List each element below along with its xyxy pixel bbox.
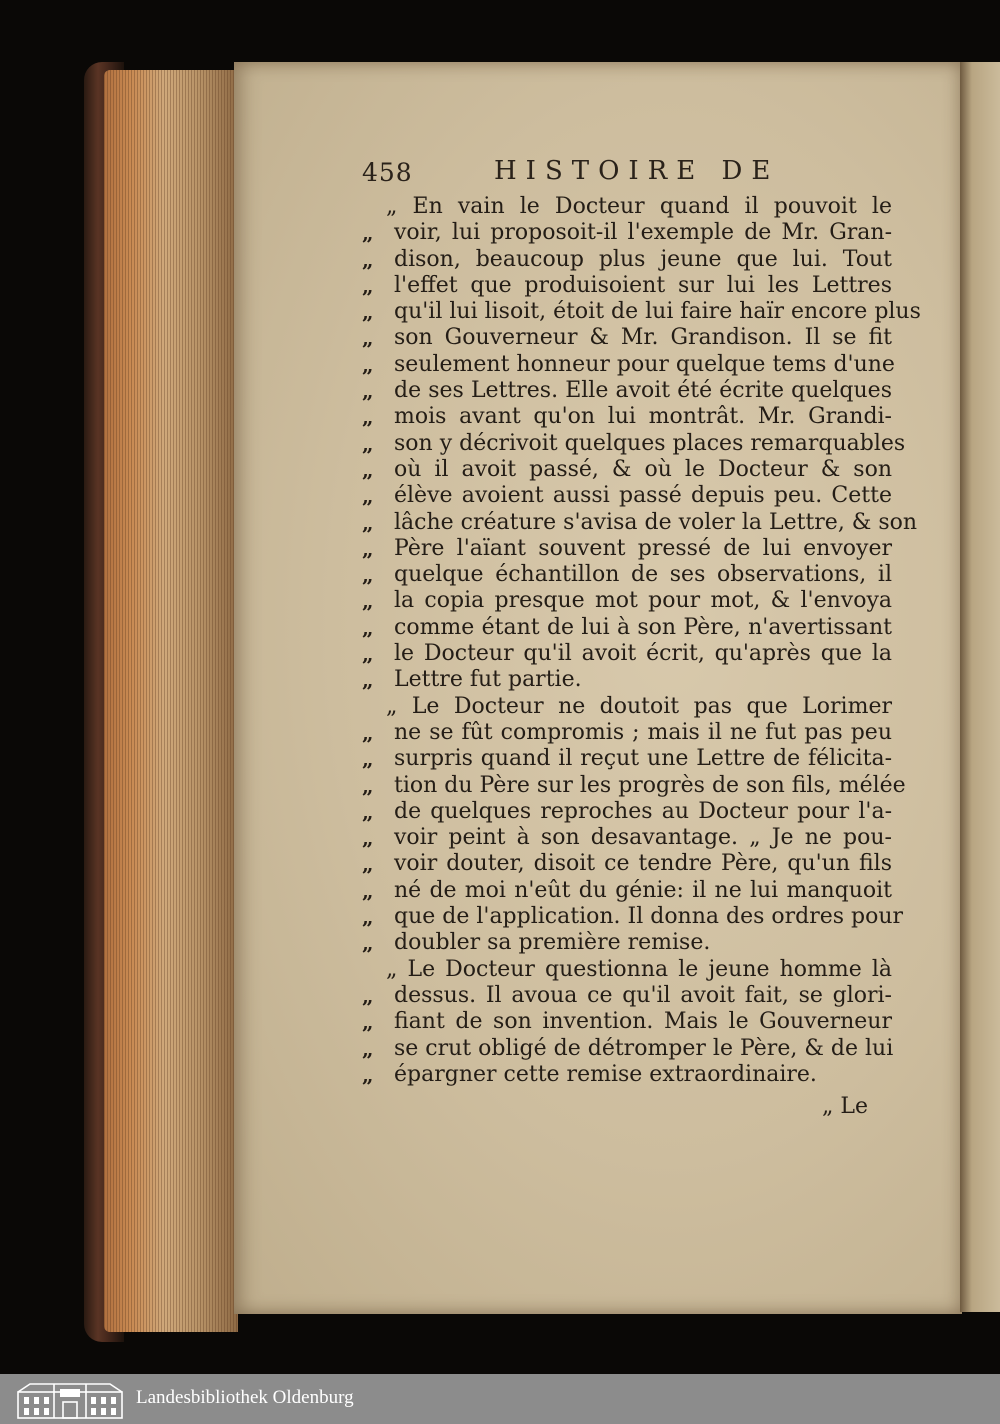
text-line: [362, 615, 892, 641]
margin-quote-mark: „: [362, 983, 374, 1008]
library-building-logo: [14, 1378, 126, 1420]
margin-quote-mark: „: [362, 878, 374, 903]
line-text: „ En vain le Docteur quand il pouvoit le: [386, 194, 892, 219]
text-line: [362, 720, 892, 746]
margin-quote-mark: „: [362, 273, 374, 298]
line-text: fiant de son invention. Mais le Gouverneur: [394, 1009, 892, 1035]
text-line: [362, 667, 892, 693]
text-line: [362, 641, 892, 667]
margin-quote-mark: „: [362, 799, 374, 824]
line-text: ne se fût compromis ; mais il ne fut pas peu: [394, 719, 892, 745]
line-text: de ses Lettres. Elle avoit été écrite quelques: [394, 378, 892, 404]
margin-quote-mark: „: [362, 931, 374, 956]
text-line: [362, 588, 892, 614]
text-line: [362, 325, 892, 351]
text-line: [362, 746, 892, 772]
line-text: mois avant qu'on lui montrât. Mr. Grandi-: [394, 404, 892, 430]
margin-quote-mark: „: [362, 484, 374, 509]
line-text: l'effet que produisoient sur lui les Lettres: [394, 272, 892, 298]
line-text: son y décrivoit quelques places remarquables: [394, 430, 906, 456]
margin-quote-mark: „: [362, 563, 374, 588]
text-line: [362, 194, 892, 220]
margin-quote-mark: „: [362, 905, 374, 930]
text-line: [362, 562, 892, 588]
line-text: lâche créature s'avisa de voler la Lettre, & son: [394, 509, 918, 535]
line-text: Père l'aïant souvent pressé de lui envoyer: [394, 535, 892, 561]
margin-quote-mark: „: [362, 589, 374, 614]
line-text: voir peint à son desavantage. „ Je ne pou-: [394, 825, 892, 851]
margin-quote-mark: „: [362, 852, 374, 877]
text-line: [362, 220, 892, 246]
line-text: tion du Père sur les progrès de son fils, mélée: [394, 772, 906, 798]
margin-quote-mark: „: [362, 826, 374, 851]
margin-quote-mark: „: [362, 221, 374, 246]
text-line: [362, 247, 892, 273]
line-text: voir, lui proposoit-il l'exemple de Mr. Gran-: [394, 220, 892, 246]
text-line: [362, 878, 892, 904]
margin-quote-mark: „: [362, 247, 374, 272]
line-text: „ Le Docteur questionna le jeune homme là: [386, 956, 892, 982]
margin-quote-mark: „: [362, 352, 374, 377]
line-text: son Gouverneur & Mr. Grandison. Il se fit: [394, 325, 892, 351]
page-number: 458: [362, 158, 413, 187]
line-text: qu'il lui lisoit, étoit de lui faire haïr encore plus: [394, 299, 921, 325]
line-text: Lettre fut partie.: [394, 667, 582, 693]
running-head: HISTOIRE DE: [494, 156, 780, 186]
text-line: [362, 378, 892, 404]
line-text: né de moi n'eût du génie: il ne lui manquoit: [394, 877, 892, 903]
margin-quote-mark: „: [362, 1036, 374, 1061]
margin-quote-mark: „: [362, 326, 374, 351]
text-line: [362, 904, 904, 930]
line-text: doubler sa première remise.: [394, 930, 711, 956]
margin-quote-mark: „: [362, 431, 374, 456]
margin-quote-mark: „: [362, 405, 374, 430]
text-line: [362, 273, 892, 299]
line-text: que de l'application. Il donna des ordres pour: [394, 904, 904, 930]
margin-quote-mark: „: [362, 1010, 374, 1035]
line-text: voir douter, disoit ce tendre Père, qu'un fils: [394, 851, 892, 877]
line-text: „ Le Docteur ne doutoit pas que Lorimer: [386, 693, 892, 719]
footer-bar: [0, 1374, 1000, 1424]
text-line: [362, 772, 906, 799]
line-text: épargner cette remise extraordinaire.: [394, 1061, 817, 1087]
margin-quote-mark: „: [362, 773, 374, 798]
library-name: Landesbibliothek Oldenburg: [136, 1387, 354, 1408]
text-line: [362, 483, 892, 509]
text-line: [362, 536, 892, 562]
text-line: [362, 957, 892, 983]
text-line: [362, 351, 895, 378]
text-line: [362, 694, 892, 720]
margin-quote-mark: „: [362, 747, 374, 772]
body-text: [362, 194, 921, 1088]
page-edges: [104, 70, 238, 1332]
line-text: de quelques reproches au Docteur pour l'a-: [394, 798, 892, 824]
catchword: „ Le: [822, 1094, 869, 1119]
text-line: [362, 799, 892, 825]
margin-quote-mark: „: [362, 457, 374, 482]
line-text: comme étant de lui à son Père, n'avertissant: [394, 614, 892, 640]
line-text: se crut obligé de détromper le Père, & de lui: [394, 1035, 894, 1061]
margin-quote-mark: „: [362, 642, 374, 667]
line-text: dison, beaucoup plus jeune que lui. Tout: [394, 246, 892, 272]
text-line: [362, 983, 892, 1009]
line-text: le Docteur qu'il avoit écrit, qu'après que la: [394, 641, 892, 667]
text-line: [362, 299, 921, 325]
line-text: surpris quand il reçut une Lettre de félicita-: [394, 746, 892, 772]
text-line: [362, 404, 892, 430]
line-text: élève avoient aussi passé depuis peu. Cette: [394, 483, 892, 509]
line-text: la copia presque mot pour mot, & l'envoya: [394, 588, 892, 614]
text-line: [362, 509, 918, 536]
text-line: [362, 851, 892, 877]
text-line: [362, 457, 892, 483]
line-text: dessus. Il avoua ce qu'il avoit fait, se glori-: [394, 982, 892, 1008]
margin-quote-mark: „: [362, 379, 374, 404]
line-text: où il avoit passé, & où le Docteur & son: [394, 456, 892, 482]
text-line: [362, 1062, 892, 1088]
text-line: [362, 1009, 892, 1035]
text-line: [362, 930, 892, 956]
margin-quote-mark: „: [362, 536, 374, 561]
text-line: [362, 1036, 892, 1062]
text-line: [362, 825, 892, 851]
margin-quote-mark: „: [362, 668, 374, 693]
margin-quote-mark: „: [362, 720, 374, 745]
margin-quote-mark: „: [362, 510, 374, 535]
facing-page-edge: [960, 62, 1000, 1312]
margin-quote-mark: „: [362, 300, 374, 325]
margin-quote-mark: „: [362, 1062, 374, 1087]
line-text: quelque échantillon de ses observations, il: [394, 562, 892, 588]
line-text: seulement honneur pour quelque tems d'une: [394, 351, 895, 377]
text-line: [362, 430, 906, 457]
margin-quote-mark: „: [362, 615, 374, 640]
